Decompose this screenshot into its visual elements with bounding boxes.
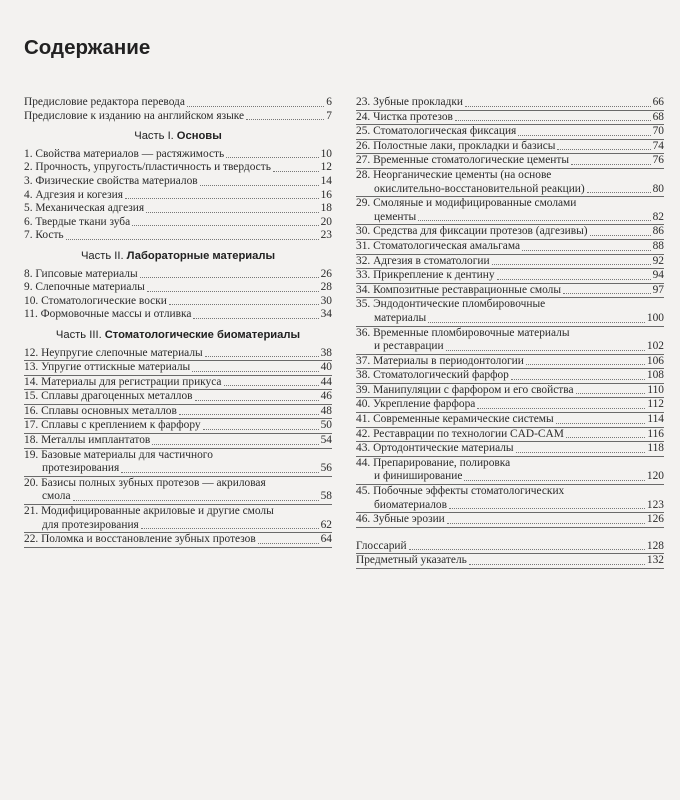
toc-entry[interactable]: [356, 369, 664, 384]
toc-entry[interactable]: [24, 175, 332, 189]
dot-leader: [200, 185, 319, 186]
part-heading: [24, 329, 332, 343]
dot-leader: [187, 106, 324, 107]
toc-entry-label: 17. Сплавы с креплением к фарфору: [24, 419, 201, 432]
toc-entry[interactable]: [24, 295, 332, 309]
toc-entry-page: 97: [652, 283, 664, 296]
toc-entry-page: 88: [652, 239, 664, 252]
toc-entry-page: 68: [652, 110, 664, 123]
toc-entry[interactable]: [356, 485, 664, 513]
dot-leader: [125, 198, 319, 199]
toc-entry[interactable]: [356, 355, 664, 370]
toc-entry-label-cont: и реставрации: [374, 340, 444, 353]
toc-entry-label-cont: материалы: [374, 311, 427, 324]
parts-container: [24, 130, 332, 548]
toc-entry-label: 28. Неорганические цементы (на основе: [356, 168, 552, 181]
toc-entry-label: 41. Современные керамические системы: [356, 413, 554, 426]
toc-entry[interactable]: [356, 298, 664, 326]
dot-leader: [140, 277, 319, 278]
toc-entry-continuation: [24, 519, 332, 534]
toc-entry-page: 26: [320, 267, 332, 280]
toc-entry-label: 19. Базовые материалы для частичного: [24, 448, 213, 461]
toc-entry-label: 18. Металлы имплантатов: [24, 434, 151, 447]
toc-entry-page: 64: [320, 533, 332, 546]
toc-entry-page: 114: [647, 413, 664, 426]
dot-leader: [571, 164, 651, 165]
toc-entry-page: 12: [320, 161, 332, 174]
toc-entry-page: 40: [320, 361, 332, 374]
toc-entry-label: 12. Неупругие слепочные материалы: [24, 346, 203, 359]
dot-leader: [146, 212, 319, 213]
part-prefix: Часть I.: [134, 130, 174, 143]
toc-entry-label: 24. Чистка протезов: [356, 110, 453, 123]
toc-entry-page: 66: [652, 96, 664, 108]
toc-entry-label-cont: и финиширование: [374, 470, 463, 483]
dot-leader: [246, 119, 324, 120]
toc-entry[interactable]: [356, 513, 664, 528]
part-name: Лабораторные материалы: [126, 249, 276, 262]
toc-entry-label: 44. Препарирование, полировка: [356, 456, 511, 469]
toc-entry-page: 80: [652, 182, 664, 195]
toc-entry[interactable]: [356, 540, 664, 555]
dot-leader: [224, 385, 319, 386]
toc-entry-continuation: [24, 462, 332, 477]
dot-leader: [446, 350, 645, 351]
toc-entry-page: 34: [320, 308, 332, 321]
toc-entry[interactable]: [356, 169, 664, 197]
dot-leader: [556, 423, 646, 424]
toc-entry[interactable]: [24, 533, 332, 548]
toc-entry-page: 126: [646, 513, 664, 526]
toc-entry-label: 11. Формовочные массы и отливка: [24, 308, 192, 321]
toc-entry[interactable]: [24, 202, 332, 216]
toc-entry[interactable]: [356, 96, 664, 111]
dot-leader: [518, 135, 650, 136]
toc-entry[interactable]: [356, 154, 664, 169]
back-matter: [356, 540, 664, 569]
toc-entry[interactable]: [356, 457, 664, 485]
toc-entry[interactable]: [356, 197, 664, 225]
toc-entry-label-cont: для протезирования: [42, 518, 139, 531]
dot-leader: [132, 225, 318, 226]
toc-entry-label: 32. Адгезия в стоматологии: [356, 254, 490, 267]
toc-entry-page: 16: [320, 188, 332, 201]
dot-leader: [66, 239, 319, 240]
toc-entry-continuation: [356, 211, 664, 226]
toc-entry-page: 10: [320, 147, 332, 160]
toc-entry-label: 15. Сплавы драгоценных металлов: [24, 390, 193, 403]
toc-entry-page: 116: [647, 427, 664, 440]
dot-leader: [516, 452, 646, 453]
toc-entry-page: 54: [320, 434, 332, 447]
toc-entry-page: 106: [646, 354, 664, 367]
dot-leader: [226, 157, 318, 158]
toc-entry[interactable]: [24, 477, 332, 505]
dot-leader: [449, 508, 645, 509]
toc-entry-page: 86: [652, 225, 664, 238]
toc-entry-label: 46. Зубные эрозии: [356, 513, 445, 526]
toc-entry[interactable]: [24, 148, 332, 162]
toc-entry-label: 5. Механическая адгезия: [24, 202, 145, 215]
toc-entry-page: 62: [320, 518, 332, 531]
dot-leader: [455, 120, 651, 121]
toc-entry[interactable]: [24, 161, 332, 175]
toc-entry-label: 25. Стоматологическая фиксация: [356, 125, 517, 138]
part-name: Основы: [176, 130, 222, 143]
dot-leader: [195, 400, 319, 401]
toc-entry-label: Предисловие редактора перевода: [24, 96, 185, 108]
toc-entry-label: 43. Ортодонтические материалы: [356, 442, 514, 455]
toc-entry-label: 3. Физические свойства материалов: [24, 174, 198, 187]
toc-entry-label: 6. Твердые ткани зуба: [24, 215, 131, 228]
toc-entry-page: 70: [652, 125, 664, 138]
toc-entry[interactable]: [24, 268, 332, 282]
toc-entry[interactable]: [356, 413, 664, 428]
toc-entry-label: 16. Сплавы основных металлов: [24, 404, 177, 417]
toc-entry[interactable]: [24, 110, 332, 124]
dot-leader: [147, 291, 319, 292]
toc-entry[interactable]: [24, 449, 332, 477]
toc-entry-page: 123: [646, 498, 664, 511]
toc-entry-label: 20. Базисы полных зубных протезов — акриловая: [24, 476, 266, 489]
dot-leader: [511, 379, 645, 380]
dot-leader: [152, 444, 318, 445]
toc-entry-label: 1. Свойства материалов — растяжимость: [24, 147, 225, 160]
dot-leader: [522, 250, 651, 251]
toc-entry-label: 36. Временные пломбировочные материалы: [356, 326, 570, 339]
toc-entry-label: 14. Материалы для регистрации прикуса: [24, 375, 222, 388]
toc-entry[interactable]: [24, 390, 332, 405]
toc-entry-continuation: [356, 312, 664, 327]
toc-entry[interactable]: [356, 111, 664, 126]
part-name: Стоматологические биоматериалы: [104, 328, 301, 341]
toc-entry-continuation: [356, 499, 664, 514]
toc-entry-page: 76: [652, 154, 664, 167]
toc-entry[interactable]: [24, 347, 332, 362]
toc-entry[interactable]: [24, 216, 332, 230]
toc-entry-page: 7: [326, 109, 332, 122]
toc-entry-page: 44: [320, 375, 332, 388]
part-prefix: Часть III.: [55, 328, 102, 341]
spacer: [356, 528, 664, 540]
toc-entry-label: 4. Адгезия и когезия: [24, 188, 123, 201]
toc-entry[interactable]: [24, 229, 332, 243]
part-prefix: Часть II.: [80, 249, 124, 262]
toc-entry-page: 38: [320, 346, 332, 359]
toc-entry[interactable]: [24, 419, 332, 434]
part-heading: [24, 130, 332, 144]
page-title: Содержание: [24, 36, 151, 59]
toc-left-column: [24, 96, 332, 548]
toc-entry[interactable]: [356, 125, 664, 140]
toc-entry-page: 14: [320, 174, 332, 187]
dot-leader: [566, 437, 645, 438]
toc-entry-page: 18: [320, 202, 332, 215]
toc-entry[interactable]: [24, 361, 332, 376]
dot-leader: [418, 220, 650, 221]
toc-right-column: [356, 96, 664, 569]
toc-entry-page: 92: [652, 254, 664, 267]
toc-entry[interactable]: [24, 308, 332, 322]
toc-entry-page: 58: [320, 490, 332, 503]
toc-entry-page: 23: [320, 229, 332, 242]
part-heading: [24, 250, 332, 264]
toc-entry-label-cont: окислительно-восстановительной реакции): [374, 182, 585, 195]
toc-entry[interactable]: [356, 327, 664, 355]
toc-entry-page: 110: [647, 383, 664, 396]
toc-entry-label-cont: протезирования: [42, 462, 120, 475]
toc-entry[interactable]: [356, 384, 664, 399]
toc-entry-label: 29. Смоляные и модифицированные смолами: [356, 197, 577, 210]
dot-leader: [73, 500, 319, 501]
toc-entry-label: 9. Слепочные материалы: [24, 281, 145, 294]
toc-entry-continuation: [356, 183, 664, 198]
toc-entry-page: 50: [320, 419, 332, 432]
toc-entry[interactable]: [24, 434, 332, 449]
toc-entry-label: 26. Полостные лаки, прокладки и базисы: [356, 139, 556, 152]
dot-leader: [465, 106, 651, 107]
toc-entry[interactable]: [24, 189, 332, 203]
dot-leader: [121, 472, 318, 473]
toc-entry[interactable]: [24, 405, 332, 420]
dot-leader: [557, 149, 650, 150]
toc-entry-label: 40. Укрепление фарфора: [356, 398, 476, 411]
toc-entry-page: 56: [320, 462, 332, 475]
toc-entry-page: 48: [320, 404, 332, 417]
dot-leader: [526, 364, 645, 365]
toc-entry-page: 6: [326, 96, 332, 108]
toc-entry-label: 45. Побочные эффекты стоматологических: [356, 485, 565, 498]
toc-entry[interactable]: [356, 225, 664, 240]
toc-entry-label: Предисловие к изданию на английском языке: [24, 109, 245, 122]
toc-entry-continuation: [356, 470, 664, 485]
toc-entry-label: 21. Модифицированные акриловые и другие смолы: [24, 505, 274, 518]
toc-entry-label-cont: цементы: [374, 210, 417, 223]
toc-entry-label: 31. Стоматологическая амальгама: [356, 239, 521, 252]
dot-leader: [169, 304, 319, 305]
toc-entry-label: 37. Материалы в периодонтологии: [356, 354, 524, 367]
toc-entry[interactable]: [356, 442, 664, 457]
toc-entry[interactable]: [356, 255, 664, 270]
toc-entry[interactable]: [356, 240, 664, 255]
toc-entry-label: 7. Кость: [24, 229, 64, 242]
dot-leader: [492, 264, 651, 265]
dot-leader: [469, 564, 645, 565]
toc-entry-page: 120: [646, 470, 664, 483]
toc-entry[interactable]: [24, 96, 332, 110]
toc-entry-label: 10. Стоматологические воски: [24, 294, 167, 307]
toc-entry-page: 108: [646, 369, 664, 382]
dot-leader: [590, 235, 651, 236]
toc-entry-continuation: [356, 340, 664, 355]
toc-entry-page: 28: [320, 281, 332, 294]
toc-entry-label: 13. Упругие оттискные материалы: [24, 361, 191, 374]
dot-leader: [205, 356, 319, 357]
dot-leader: [587, 192, 651, 193]
toc-entry-label: 42. Реставрации по технологии CAD-CAM: [356, 427, 564, 440]
dot-leader: [576, 393, 646, 394]
dot-leader: [192, 371, 318, 372]
toc-entry[interactable]: [356, 554, 664, 569]
dot-leader: [447, 523, 645, 524]
toc-entry-label: Предметный указатель: [356, 554, 467, 567]
toc-entry-label: 8. Гипсовые материалы: [24, 267, 138, 280]
toc-entry-page: 132: [646, 554, 664, 567]
dot-leader: [179, 414, 319, 415]
dot-leader: [203, 429, 319, 430]
toc-entry-page: 118: [647, 442, 664, 455]
toc-entry-continuation: [24, 490, 332, 505]
toc-entry-label: 35. Эндодонтические пломбировочные: [356, 298, 546, 311]
front-matter: [24, 96, 332, 123]
dot-leader: [273, 171, 319, 172]
dot-leader: [409, 549, 645, 550]
toc-entry-label: 33. Прикрепление к дентину: [356, 269, 495, 282]
toc-entry-page: 82: [652, 210, 664, 223]
toc-entry-label-cont: биоматериалов: [374, 498, 447, 511]
dot-leader: [141, 528, 319, 529]
toc-entry-label: Глоссарий: [356, 539, 407, 552]
dot-leader: [193, 318, 318, 319]
toc-entry-label: 23. Зубные прокладки: [356, 96, 463, 108]
dot-leader: [563, 293, 651, 294]
toc-entry[interactable]: [24, 376, 332, 391]
dot-leader: [464, 480, 645, 481]
toc-entry-label: 2. Прочность, упругость/пластичность и твердость: [24, 161, 271, 174]
toc-entry-page: 46: [320, 390, 332, 403]
dot-leader: [428, 322, 645, 323]
toc-entry-label: 22. Поломка и восстановление зубных протезов: [24, 533, 256, 546]
dot-leader: [497, 279, 651, 280]
toc-entry[interactable]: [24, 281, 332, 295]
toc-entry-page: 102: [646, 340, 664, 353]
toc-entry[interactable]: [356, 284, 664, 299]
toc-entry-page: 20: [320, 215, 332, 228]
toc-entry-page: 74: [652, 139, 664, 152]
toc-entry-page: 112: [647, 398, 664, 411]
dot-leader: [477, 408, 645, 409]
toc-entry[interactable]: [356, 398, 664, 413]
toc-entry-label: 38. Стоматологический фарфор: [356, 369, 509, 382]
toc-entry-page: 100: [646, 311, 664, 324]
toc-entry-label: 27. Временные стоматологические цементы: [356, 154, 570, 167]
toc-entry-page: 94: [652, 269, 664, 282]
toc-entry-page: 30: [320, 294, 332, 307]
toc-entry[interactable]: [356, 140, 664, 155]
toc-entry[interactable]: [356, 428, 664, 443]
toc-entry[interactable]: [24, 505, 332, 533]
toc-entry[interactable]: [356, 269, 664, 284]
dot-leader: [258, 543, 319, 544]
right-entries: [356, 96, 664, 528]
toc-entry-label: 34. Композитные реставрационные смолы: [356, 283, 561, 296]
toc-entry-label: 39. Манипуляции с фарфором и его свойства: [356, 383, 574, 396]
toc-entry-page: 128: [646, 539, 664, 552]
toc-entry-label-cont: смола: [42, 490, 71, 503]
toc-entry-label: 30. Средства для фиксации протезов (адгезивы): [356, 225, 588, 238]
